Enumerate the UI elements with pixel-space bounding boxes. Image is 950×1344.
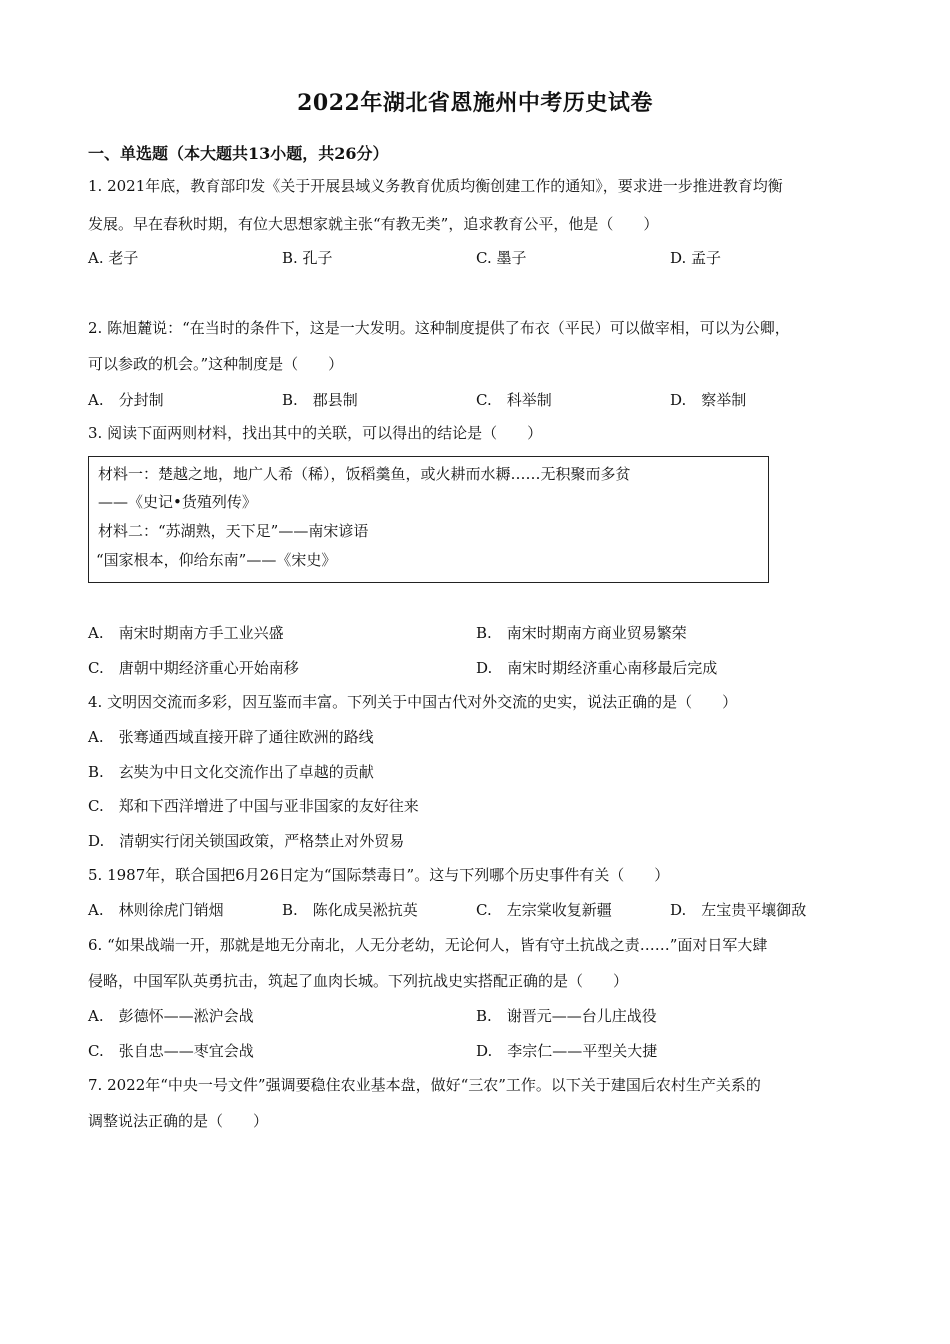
question-1-line-1: 1. 2021年底，教育部印发《关于开展县域义务教育优质均衡创建工作的通知》，要求进一步推进教育均衡 [88,177,783,195]
material-line-1: 材料一：楚越之地，地广人希（稀），饭稻羹鱼，或火耕而水耨……无积聚而多贫 [98,465,631,483]
question-4-line-1: 4. 文明因交流而多彩，因互鉴而丰富。下列关于中国古代对外交流的史实，说法正确的是（ ） [88,693,738,711]
question-2-line-1: 2. 陈旭麓说：“在当时的条件下，这是一大发明。这种制度提供了布衣（平民）可以做宰相，可以为公卿， [88,319,790,337]
question-1-option-b: B. 孔子 [282,249,333,267]
question-2-option-b: B. 郡县制 [282,391,358,409]
question-1-option-a: A. 老子 [88,249,139,267]
question-4-option-b: B. 玄奘为中日文化交流作出了卓越的贡献 [88,763,374,781]
question-6-option-c: C. 张自忠——枣宜会战 [88,1042,254,1060]
question-2-option-d: D. 察举制 [670,391,747,409]
material-box [88,456,769,583]
question-6-option-d: D. 李宗仁——平型关大捷 [476,1042,658,1060]
question-1-option-c: C. 墨子 [476,249,527,267]
question-6-line-2: 侵略，中国军队英勇抗击，筑起了血肉长城。下列抗战史实搭配正确的是（ ） [88,972,629,990]
material-line-2: ——《史记•货殖列传》 [98,493,257,511]
question-1-line-2: 发展。早在春秋时期，有位大思想家就主张“有教无类”，追求教育公平，他是（ ） [88,215,659,233]
page-title: 2022年湖北省恩施州中考历史试卷 [297,90,653,116]
question-4-option-d: D. 清朝实行闭关锁国政策，严格禁止对外贸易 [88,832,405,850]
question-3-option-d: D. 南宋时期经济重心南移最后完成 [476,659,718,677]
question-3-option-b: B. 南宋时期南方商业贸易繁荣 [476,624,687,642]
question-3-option-c: C. 唐朝中期经济重心开始南移 [88,659,299,677]
question-3-option-a: A. 南宋时期南方手工业兴盛 [88,624,284,642]
question-5-option-a: A. 林则徐虎门销烟 [88,901,224,919]
material-line-3: 材料二：“苏湖熟，天下足”——南宋谚语 [98,522,369,540]
material-line-4: “国家根本，仰给东南”——《宋史》 [96,551,337,569]
question-5-option-d: D. 左宝贵平壤御敌 [670,901,807,919]
question-2-option-c: C. 科举制 [476,391,552,409]
question-3-line-1: 3. 阅读下面两则材料，找出其中的关联，可以得出的结论是（ ） [88,424,543,442]
question-6-option-b: B. 谢晋元——台儿庄战役 [476,1007,657,1025]
question-6-option-a: A. 彭德怀——淞沪会战 [88,1007,254,1025]
question-4-option-a: A. 张骞通西域直接开辟了通往欧洲的路线 [88,728,374,746]
question-2-line-2: 可以参政的机会。”这种制度是（ ） [88,355,344,373]
question-2-option-a: A. 分封制 [88,391,164,409]
question-4-option-c: C. 郑和下西洋增进了中国与亚非国家的友好往来 [88,797,419,815]
question-5-option-c: C. 左宗棠收复新疆 [476,901,612,919]
question-5-line-1: 5. 1987年，联合国把6月26日定为“国际禁毒日”。这与下列哪个历史事件有关（ ） [88,866,670,884]
question-7-line-2: 调整说法正确的是（ ） [88,1112,269,1130]
question-5-option-b: B. 陈化成吴淞抗英 [282,901,418,919]
section-heading: 一、单选题（本大题共13小题，共26分） [88,144,389,163]
question-1-option-d: D. 孟子 [670,249,722,267]
question-6-line-1: 6. “如果战端一开，那就是地无分南北，人无分老幼，无论何人，皆有守土抗战之责……”面对日军大肆 [88,936,768,954]
question-7-line-1: 7. 2022年“中央一号文件”强调要稳住农业基本盘，做好“三农”工作。以下关于建国后农村生产关系的 [88,1076,761,1094]
